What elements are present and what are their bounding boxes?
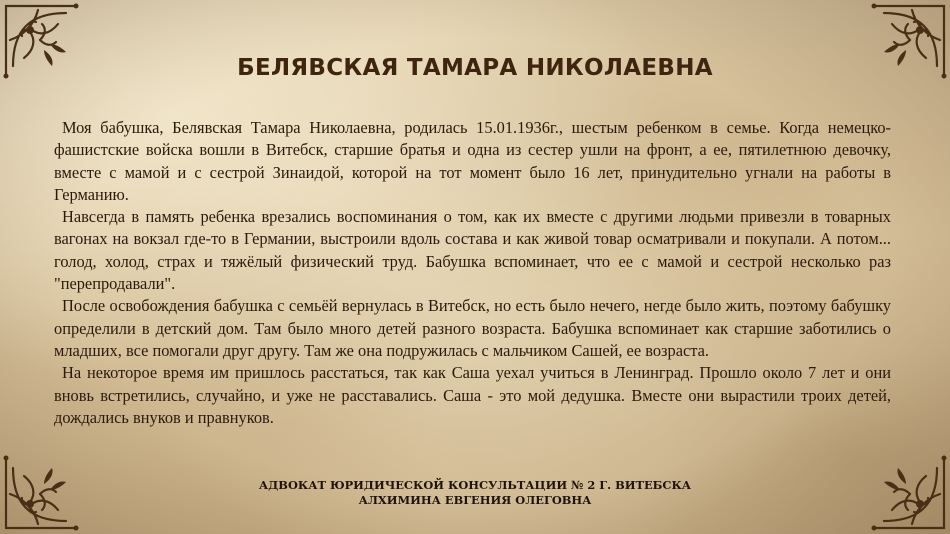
- story-text: [54, 117, 891, 429]
- story-paragraph: После освобождения бабушка с семьёй вернулась в Витебск, но есть было нечего, негде было жить, поэтому бабушку определили в детский дом. Там было много детей разного возраста. Бабушка вспоминает как старшие заботились о младших, все помогали друг другу. Там же она подружилась с мальчиком Сашей, ее возраста.: [54, 296, 891, 360]
- author-name: АЛХИМИНА ЕВГЕНИЯ ОЛЕГОВНА: [358, 493, 592, 507]
- author-credit: [0, 478, 950, 508]
- page-title: БЕЛЯВСКАЯ ТАМАРА НИКОЛАЕВНА: [237, 55, 713, 81]
- author-position: АДВОКАТ ЮРИДИЧЕСКОЙ КОНСУЛЬТАЦИИ № 2 Г. ВИТЕБСКА: [258, 478, 692, 492]
- story-paragraph: Навсегда в память ребенка врезались воспоминания о том, как их вместе с другими людьми привезли в товарных вагонах на вокзал где-то в Германии, выстроили вдоль состава и как живой товар осматривали и покупали. А потом... голод, холод, страх и тяжёлый физический труд. Бабушка вспоминает, что ее с мамой и сестрой несколько раз "перепродавали".: [54, 207, 891, 294]
- story-paragraph: Моя бабушка, Белявская Тамара Николаевна, родилась 15.01.1936г., шестым ребенком в семье. Когда немецко-фашистские войска вошли в Витебск, старшие братья и одна из сестер ушли на фронт, а ее, пятилетнюю девочку, вместе с мамой и с сестрой Зинаидой, которой на тот момент было 16 лет, принудительно угнали на работы в Германию.: [54, 118, 891, 204]
- story-paragraph: На некоторое время им пришлось расстаться, так как Саша уехал учиться в Ленинград. Прошло около 7 лет и они вновь встретились, случайно, и уже не расставались. Саша - это мой дедушка. Вместе они вырастили троих детей, дождались внуков и правнуков.: [54, 363, 891, 427]
